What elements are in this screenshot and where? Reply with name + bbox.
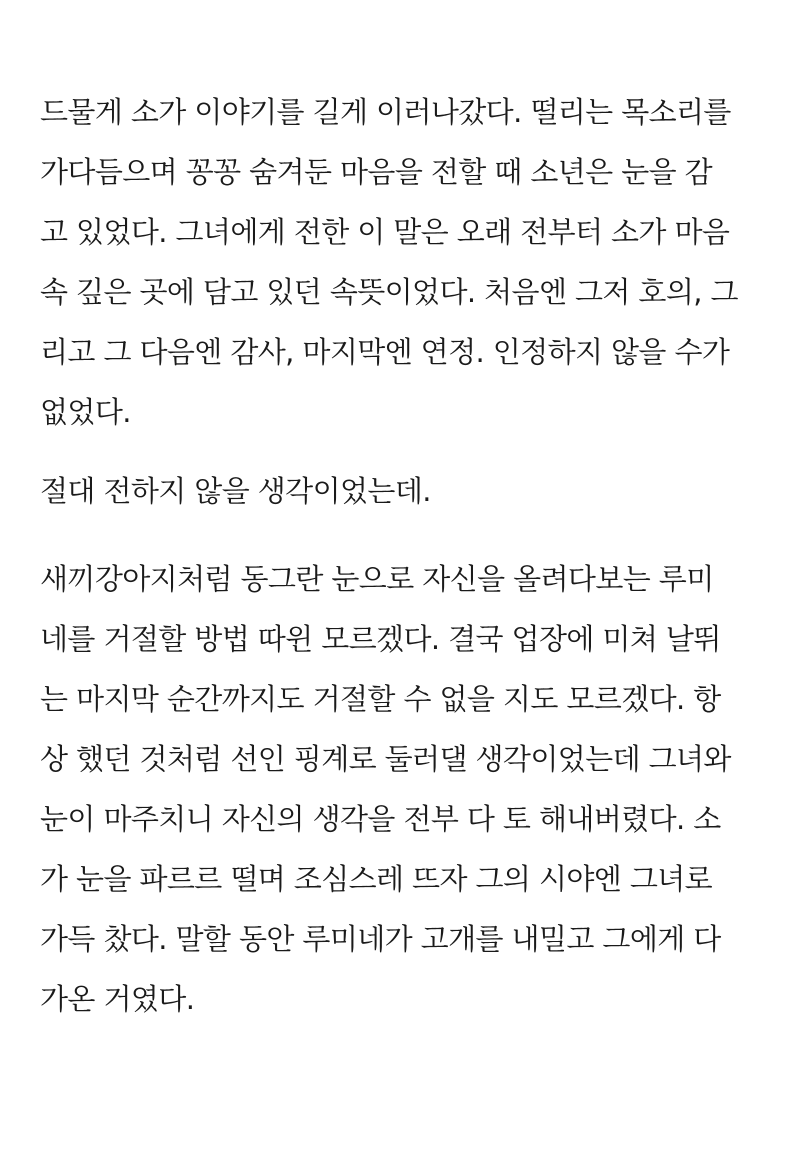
text-line: 리고 그 다음엔 감사, 마지막엔 연정. 인정하지 않을 수가	[40, 335, 730, 369]
text-line: 가온 거였다.	[40, 982, 195, 1016]
text-line: 새끼강아지처럼 동그란 눈으로 자신을 올려다보는 루미	[40, 562, 714, 596]
text-line: 가다듬으며 꽁꽁 숨겨둔 마음을 전할 때 소년은 눈을 감	[40, 155, 713, 189]
text-line: 눈이 마주치니 자신의 생각을 전부 다 토 해내버렸다. 소	[40, 802, 721, 836]
text-line: 가 눈을 파르르 떨며 조심스레 뜨자 그의 시야엔 그녀로	[40, 862, 713, 896]
text-line: 드물게 소가 이야기를 길게 이러나갔다. 떨리는 목소리를	[40, 95, 731, 129]
text-line: 네를 거절할 방법 따윈 모르겠다. 결국 업장에 미쳐 날뛰	[40, 622, 721, 656]
text-line: 상 했던 것처럼 선인 핑계로 둘러댈 생각이었는데 그녀와	[40, 742, 731, 776]
text-line: 속 깊은 곳에 담고 있던 속뜻이었다. 처음엔 그저 호의, 그	[40, 275, 738, 309]
text-line: 절대 전하지 않을 생각이었는데.	[40, 474, 431, 508]
text-line: 가득 찼다. 말할 동안 루미네가 고개를 내밀고 그에게 다	[40, 922, 721, 956]
text-line: 없었다.	[40, 395, 131, 429]
text-line: 는 마지막 순간까지도 거절할 수 없을 지도 모르겠다. 항	[40, 682, 721, 716]
text-line: 고 있었다. 그녀에게 전한 이 말은 오래 전부터 소가 마음	[40, 215, 730, 249]
